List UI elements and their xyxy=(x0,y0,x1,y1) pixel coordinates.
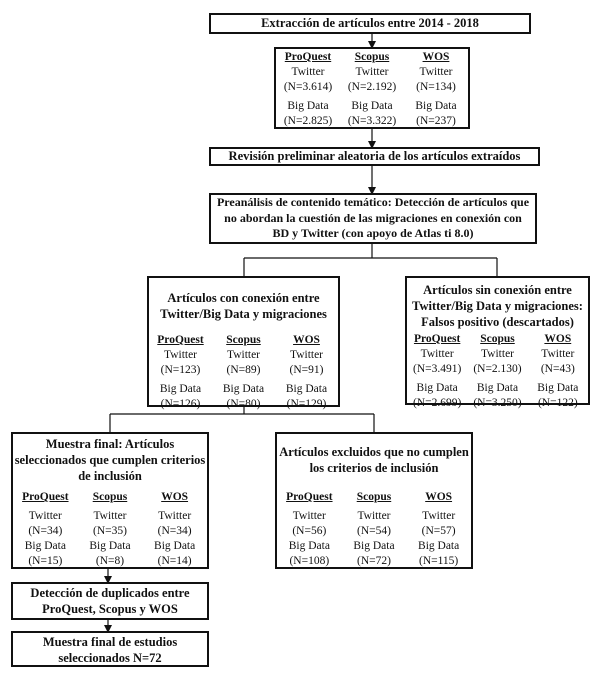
bigdata-count: (N=3.322) xyxy=(347,115,397,127)
db-wos-excluded xyxy=(407,490,471,569)
final-sample-box xyxy=(11,432,209,569)
db-name: Scopus xyxy=(480,333,515,345)
preanalysis-line-1: Preanálisis de contenido temático: Detección de artículos que xyxy=(216,195,530,209)
bigdata-label: Big Data xyxy=(222,383,265,395)
twitter-label: Twitter xyxy=(419,66,453,78)
bigdata-count: (N=14) xyxy=(157,555,192,567)
twitter-label: Twitter xyxy=(163,349,198,361)
final-sample-line-1: Muestra final: Artículos xyxy=(45,437,175,451)
bigdata-label: Big Data xyxy=(287,100,329,112)
db-scopus-final xyxy=(78,490,142,569)
bigdata-count: (N=2.699) xyxy=(412,397,462,409)
excluded-articles-box xyxy=(275,432,473,569)
twitter-label: Twitter xyxy=(292,510,326,522)
db-name: Scopus xyxy=(92,491,128,503)
bigdata-label: Big Data xyxy=(351,100,393,112)
db-name: ProQuest xyxy=(284,51,332,63)
db-proquest-initial xyxy=(276,50,339,129)
db-scopus-excluded xyxy=(342,490,406,569)
unconnected-line-1: Artículos sin conexión entre xyxy=(423,283,572,297)
unconnected-articles-box xyxy=(405,276,590,409)
review-box xyxy=(209,147,540,166)
twitter-count: (N=34) xyxy=(28,525,63,537)
bigdata-label: Big Data xyxy=(89,540,131,552)
extraction-title: Extracción de artículos entre 2014 - 2018 xyxy=(261,16,479,30)
preanalysis-line-2: no abordan la cuestión de las migraciones en conexión con xyxy=(224,210,522,225)
bigdata-count: (N=122) xyxy=(537,397,578,409)
db-name: WOS xyxy=(293,334,320,346)
bigdata-label: Big Data xyxy=(353,540,395,552)
db-scopus-initial xyxy=(340,50,403,129)
twitter-label: Twitter xyxy=(480,348,514,360)
twitter-label: Twitter xyxy=(289,349,324,361)
duplicates-line-1: Detección de duplicados entre xyxy=(30,586,190,600)
bigdata-label: Big Data xyxy=(476,382,519,394)
twitter-count: (N=3.491) xyxy=(412,363,462,375)
final-studies-box xyxy=(11,631,209,667)
bigdata-count: (N=72) xyxy=(357,555,391,567)
bigdata-label: Big Data xyxy=(288,540,330,552)
twitter-count: (N=56) xyxy=(292,525,327,537)
db-name: Scopus xyxy=(356,491,392,503)
db-proquest-excluded xyxy=(277,490,341,569)
bigdata-count: (N=15) xyxy=(28,555,63,567)
bigdata-label: Big Data xyxy=(415,100,457,112)
twitter-count: (N=2.130) xyxy=(473,363,522,375)
db-wos-connected xyxy=(275,333,337,412)
db-name: WOS xyxy=(544,333,572,345)
bigdata-count: (N=2.825) xyxy=(283,115,333,127)
preanalysis-box xyxy=(209,193,537,244)
db-name: Scopus xyxy=(226,334,261,346)
bigdata-label: Big Data xyxy=(159,383,202,395)
twitter-count: (N=91) xyxy=(289,364,324,376)
bigdata-count: (N=237) xyxy=(416,115,456,127)
extraction-box xyxy=(209,13,531,34)
db-name: Scopus xyxy=(354,51,390,63)
twitter-label: Twitter xyxy=(158,510,192,522)
twitter-count: (N=35) xyxy=(93,525,127,537)
twitter-count: (N=2.192) xyxy=(347,81,397,93)
db-proquest-connected xyxy=(149,333,211,412)
twitter-label: Twitter xyxy=(420,348,454,360)
twitter-count: (N=89) xyxy=(226,364,261,376)
twitter-count: (N=123) xyxy=(160,364,201,376)
bigdata-count: (N=129) xyxy=(286,398,327,410)
final-studies-line-1: Muestra final de estudios xyxy=(42,635,178,649)
bigdata-count: (N=115) xyxy=(418,555,459,567)
final-sample-line-2: seleccionados que cumplen criterios xyxy=(14,453,206,467)
db-name: ProQuest xyxy=(413,333,461,345)
connected-line-1: Artículos con conexión entre xyxy=(167,291,320,305)
db-name: ProQuest xyxy=(157,334,204,346)
db-name: ProQuest xyxy=(286,491,333,503)
twitter-count: (N=57) xyxy=(421,525,456,537)
bigdata-label: Big Data xyxy=(285,383,328,395)
bigdata-count: (N=8) xyxy=(95,555,125,567)
twitter-label: Twitter xyxy=(422,510,456,522)
twitter-count: (N=3.614) xyxy=(283,81,333,93)
twitter-count: (N=134) xyxy=(416,81,456,93)
duplicates-line-2: ProQuest, Scopus y WOS xyxy=(42,602,178,616)
connected-line-2: Twitter/Big Data y migraciones xyxy=(160,307,327,321)
unconnected-line-2: Twitter/Big Data y migraciones: xyxy=(412,299,583,313)
twitter-count: (N=54) xyxy=(357,525,391,537)
db-scopus-connected xyxy=(212,333,274,412)
excluded-line-1: Artículos excluidos que no cumplen xyxy=(279,445,469,459)
twitter-label: Twitter xyxy=(93,510,127,522)
connected-articles-box xyxy=(147,276,340,410)
duplicates-box xyxy=(11,582,209,620)
review-title: Revisión preliminar aleatoria de los artículos extraídos xyxy=(228,149,521,163)
db-name: WOS xyxy=(425,491,453,503)
unconnected-line-3: Falsos positivo (descartados) xyxy=(421,315,574,329)
bigdata-label: Big Data xyxy=(154,540,196,552)
twitter-label: Twitter xyxy=(357,510,391,522)
bigdata-label: Big Data xyxy=(24,540,66,552)
twitter-label: Twitter xyxy=(355,66,389,78)
bigdata-count: (N=80) xyxy=(226,398,261,410)
db-name: ProQuest xyxy=(22,491,69,503)
db-wos-unconnected xyxy=(528,332,588,411)
db-name: WOS xyxy=(161,491,189,503)
twitter-label: Twitter xyxy=(291,66,325,78)
bigdata-count: (N=3.250) xyxy=(473,397,522,409)
db-proquest-unconnected xyxy=(407,332,467,411)
twitter-label: Twitter xyxy=(28,510,62,522)
bigdata-count: (N=108) xyxy=(289,555,330,567)
bigdata-label: Big Data xyxy=(418,540,460,552)
excluded-line-2: los criterios de inclusión xyxy=(309,461,439,475)
twitter-count: (N=43) xyxy=(540,363,575,375)
bigdata-label: Big Data xyxy=(416,382,458,394)
db-name: WOS xyxy=(422,51,450,63)
final-sample-line-3: de inclusión xyxy=(78,469,142,483)
db-proquest-final xyxy=(13,490,77,569)
final-studies-line-2: seleccionados N=72 xyxy=(58,651,162,665)
twitter-label: Twitter xyxy=(541,348,575,360)
twitter-label: Twitter xyxy=(226,349,261,361)
twitter-count: (N=34) xyxy=(157,525,192,537)
bigdata-count: (N=126) xyxy=(160,398,201,410)
db-scopus-unconnected xyxy=(468,332,528,411)
preanalysis-line-3: BD y Twitter (con apoyo de Atlas ti 8.0) xyxy=(272,226,474,240)
initial-databases-box xyxy=(274,47,470,129)
bigdata-label: Big Data xyxy=(537,382,579,394)
db-wos-final xyxy=(143,490,207,569)
db-wos-initial xyxy=(404,50,467,129)
